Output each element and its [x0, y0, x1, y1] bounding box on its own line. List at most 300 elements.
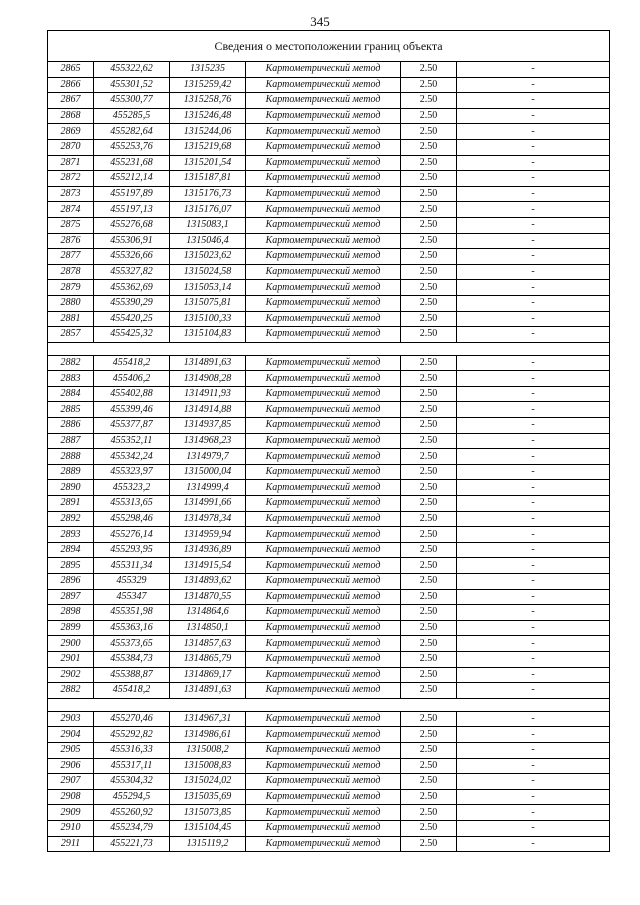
coord-y-cell: 1315075,81 [170, 295, 246, 311]
point-number-cell: 2867 [48, 93, 94, 109]
coord-x-cell: 455323,2 [94, 480, 170, 496]
method-cell: Картометрический метод [246, 496, 401, 512]
note-cell: - [457, 774, 610, 790]
accuracy-cell: 2.50 [401, 574, 457, 590]
coord-x-cell: 455384,73 [94, 651, 170, 667]
method-cell: Картометрический метод [246, 124, 401, 140]
page-number: 345 [310, 14, 330, 29]
method-cell: Картометрический метод [246, 93, 401, 109]
coord-x-cell: 455327,82 [94, 264, 170, 280]
boundary-table [47, 30, 610, 852]
coord-y-cell: 1314891,63 [170, 683, 246, 699]
method-cell: Картометрический метод [246, 558, 401, 574]
note-cell: - [457, 386, 610, 402]
method-cell: Картометрический метод [246, 464, 401, 480]
table-row [48, 620, 610, 636]
coord-x-cell: 455402,88 [94, 386, 170, 402]
method-cell: Картометрический метод [246, 805, 401, 821]
coord-y-cell: 1314893,62 [170, 574, 246, 590]
coord-y-cell: 1314908,28 [170, 371, 246, 387]
note-cell: - [457, 186, 610, 202]
coord-x-cell: 455294,5 [94, 789, 170, 805]
note-cell: - [457, 742, 610, 758]
coord-y-cell: 1314959,94 [170, 527, 246, 543]
accuracy-cell: 2.50 [401, 155, 457, 171]
method-cell: Картометрический метод [246, 727, 401, 743]
method-cell: Картометрический метод [246, 139, 401, 155]
table-row [48, 77, 610, 93]
table-row [48, 155, 610, 171]
accuracy-cell: 2.50 [401, 186, 457, 202]
table-row [48, 464, 610, 480]
accuracy-cell: 2.50 [401, 217, 457, 233]
method-cell: Картометрический метод [246, 202, 401, 218]
note-cell: - [457, 836, 610, 852]
point-number-cell: 2895 [48, 558, 94, 574]
table-row [48, 186, 610, 202]
coord-x-cell: 455282,64 [94, 124, 170, 140]
coord-y-cell: 1315235 [170, 62, 246, 78]
note-cell: - [457, 77, 610, 93]
accuracy-cell: 2.50 [401, 371, 457, 387]
table-row [48, 574, 610, 590]
coord-y-cell: 1315258,76 [170, 93, 246, 109]
coord-y-cell: 1315244,06 [170, 124, 246, 140]
accuracy-cell: 2.50 [401, 636, 457, 652]
note-cell: - [457, 683, 610, 699]
coord-y-cell: 1315259,42 [170, 77, 246, 93]
coord-y-cell: 1315100,33 [170, 311, 246, 327]
note-cell: - [457, 139, 610, 155]
point-number-cell: 2890 [48, 480, 94, 496]
table-row [48, 558, 610, 574]
accuracy-cell: 2.50 [401, 418, 457, 434]
note-cell: - [457, 511, 610, 527]
accuracy-cell: 2.50 [401, 511, 457, 527]
point-number-cell: 2885 [48, 402, 94, 418]
note-cell: - [457, 558, 610, 574]
coord-y-cell: 1315119,2 [170, 836, 246, 852]
table-row [48, 418, 610, 434]
table-row [48, 789, 610, 805]
accuracy-cell: 2.50 [401, 558, 457, 574]
coord-x-cell: 455317,11 [94, 758, 170, 774]
note-cell: - [457, 155, 610, 171]
point-number-cell: 2881 [48, 311, 94, 327]
coord-y-cell: 1314850,1 [170, 620, 246, 636]
point-number-cell: 2876 [48, 233, 94, 249]
table-row [48, 836, 610, 852]
point-number-cell: 2875 [48, 217, 94, 233]
note-cell: - [457, 355, 610, 371]
point-number-cell: 2882 [48, 355, 94, 371]
note-cell: - [457, 480, 610, 496]
point-number-cell: 2871 [48, 155, 94, 171]
method-cell: Картометрический метод [246, 774, 401, 790]
table-row [48, 758, 610, 774]
boundary-table-container [47, 30, 609, 852]
coord-y-cell: 1315008,2 [170, 742, 246, 758]
point-number-cell: 2911 [48, 836, 94, 852]
point-number-cell: 2857 [48, 327, 94, 343]
note-cell: - [457, 527, 610, 543]
accuracy-cell: 2.50 [401, 620, 457, 636]
note-cell: - [457, 233, 610, 249]
coord-x-cell: 455362,69 [94, 280, 170, 296]
accuracy-cell: 2.50 [401, 108, 457, 124]
point-number-cell: 2892 [48, 511, 94, 527]
point-number-cell: 2904 [48, 727, 94, 743]
coord-x-cell: 455342,24 [94, 449, 170, 465]
coord-y-cell: 1314891,63 [170, 355, 246, 371]
coord-x-cell: 455418,2 [94, 355, 170, 371]
note-cell: - [457, 327, 610, 343]
table-row [48, 820, 610, 836]
method-cell: Картометрический метод [246, 108, 401, 124]
coord-x-cell: 455293,95 [94, 542, 170, 558]
point-number-cell: 2886 [48, 418, 94, 434]
point-number-cell: 2891 [48, 496, 94, 512]
note-cell: - [457, 589, 610, 605]
method-cell: Картометрический метод [246, 667, 401, 683]
accuracy-cell: 2.50 [401, 527, 457, 543]
accuracy-cell: 2.50 [401, 295, 457, 311]
coord-y-cell: 1314915,54 [170, 558, 246, 574]
note-cell: - [457, 820, 610, 836]
coord-y-cell: 1315000,04 [170, 464, 246, 480]
point-number-cell: 2899 [48, 620, 94, 636]
note-cell: - [457, 108, 610, 124]
table-row [48, 742, 610, 758]
method-cell: Картометрический метод [246, 327, 401, 343]
coord-x-cell: 455301,52 [94, 77, 170, 93]
coord-x-cell: 455363,16 [94, 620, 170, 636]
table-row [48, 171, 610, 187]
method-cell: Картометрический метод [246, 711, 401, 727]
coord-x-cell: 455326,66 [94, 249, 170, 265]
coord-y-cell: 1315176,73 [170, 186, 246, 202]
note-cell: - [457, 651, 610, 667]
table-row [48, 264, 610, 280]
note-cell: - [457, 62, 610, 78]
coord-y-cell: 1314979,7 [170, 449, 246, 465]
accuracy-cell: 2.50 [401, 711, 457, 727]
coord-y-cell: 1315035,69 [170, 789, 246, 805]
coord-y-cell: 1314857,63 [170, 636, 246, 652]
accuracy-cell: 2.50 [401, 93, 457, 109]
coord-x-cell: 455276,68 [94, 217, 170, 233]
coord-x-cell: 455260,92 [94, 805, 170, 821]
coord-y-cell: 1314936,89 [170, 542, 246, 558]
note-cell: - [457, 311, 610, 327]
coord-y-cell: 1315008,83 [170, 758, 246, 774]
method-cell: Картометрический метод [246, 480, 401, 496]
coord-y-cell: 1315023,62 [170, 249, 246, 265]
table-row [48, 93, 610, 109]
coord-x-cell: 455292,82 [94, 727, 170, 743]
note-cell: - [457, 93, 610, 109]
coord-x-cell: 455231,68 [94, 155, 170, 171]
accuracy-cell: 2.50 [401, 836, 457, 852]
table-row [48, 480, 610, 496]
accuracy-cell: 2.50 [401, 264, 457, 280]
point-number-cell: 2910 [48, 820, 94, 836]
section-separator [48, 698, 610, 711]
accuracy-cell: 2.50 [401, 742, 457, 758]
note-cell: - [457, 727, 610, 743]
table-row [48, 589, 610, 605]
coord-y-cell: 1315187,81 [170, 171, 246, 187]
note-cell: - [457, 371, 610, 387]
table-row [48, 249, 610, 265]
coord-x-cell: 455197,13 [94, 202, 170, 218]
note-cell: - [457, 574, 610, 590]
accuracy-cell: 2.50 [401, 651, 457, 667]
method-cell: Картометрический метод [246, 820, 401, 836]
table-row [48, 542, 610, 558]
note-cell: - [457, 171, 610, 187]
note-cell: - [457, 295, 610, 311]
coord-x-cell: 455306,91 [94, 233, 170, 249]
accuracy-cell: 2.50 [401, 758, 457, 774]
method-cell: Картометрический метод [246, 186, 401, 202]
method-cell: Картометрический метод [246, 574, 401, 590]
point-number-cell: 2878 [48, 264, 94, 280]
point-number-cell: 2906 [48, 758, 94, 774]
method-cell: Картометрический метод [246, 155, 401, 171]
accuracy-cell: 2.50 [401, 667, 457, 683]
coord-x-cell: 455316,33 [94, 742, 170, 758]
coord-x-cell: 455406,2 [94, 371, 170, 387]
method-cell: Картометрический метод [246, 620, 401, 636]
table-row [48, 511, 610, 527]
note-cell: - [457, 542, 610, 558]
table-row [48, 636, 610, 652]
coord-x-cell: 455311,34 [94, 558, 170, 574]
accuracy-cell: 2.50 [401, 402, 457, 418]
accuracy-cell: 2.50 [401, 449, 457, 465]
coord-y-cell: 1314937,85 [170, 418, 246, 434]
coord-x-cell: 455377,87 [94, 418, 170, 434]
table-row [48, 217, 610, 233]
note-cell: - [457, 249, 610, 265]
coord-x-cell: 455270,46 [94, 711, 170, 727]
note-cell: - [457, 789, 610, 805]
point-number-cell: 2884 [48, 386, 94, 402]
coord-y-cell: 1314991,66 [170, 496, 246, 512]
coord-x-cell: 455285,5 [94, 108, 170, 124]
note-cell: - [457, 464, 610, 480]
table-row [48, 449, 610, 465]
accuracy-cell: 2.50 [401, 433, 457, 449]
coord-y-cell: 1315104,83 [170, 327, 246, 343]
method-cell: Картометрический метод [246, 433, 401, 449]
accuracy-cell: 2.50 [401, 249, 457, 265]
accuracy-cell: 2.50 [401, 683, 457, 699]
accuracy-cell: 2.50 [401, 327, 457, 343]
accuracy-cell: 2.50 [401, 233, 457, 249]
method-cell: Картометрический метод [246, 589, 401, 605]
method-cell: Картометрический метод [246, 636, 401, 652]
table-row [48, 295, 610, 311]
coord-x-cell: 455388,87 [94, 667, 170, 683]
method-cell: Картометрический метод [246, 171, 401, 187]
note-cell: - [457, 433, 610, 449]
accuracy-cell: 2.50 [401, 124, 457, 140]
point-number-cell: 2879 [48, 280, 94, 296]
note-cell: - [457, 636, 610, 652]
coord-x-cell: 455373,65 [94, 636, 170, 652]
table-row [48, 355, 610, 371]
point-number-cell: 2903 [48, 711, 94, 727]
coord-x-cell: 455322,62 [94, 62, 170, 78]
point-number-cell: 2872 [48, 171, 94, 187]
note-cell: - [457, 418, 610, 434]
table-row [48, 139, 610, 155]
point-number-cell: 2887 [48, 433, 94, 449]
method-cell: Картометрический метод [246, 355, 401, 371]
coord-x-cell: 455313,65 [94, 496, 170, 512]
coord-y-cell: 1315024,02 [170, 774, 246, 790]
coord-y-cell: 1315104,45 [170, 820, 246, 836]
coord-y-cell: 1315024,58 [170, 264, 246, 280]
coord-x-cell: 455425,32 [94, 327, 170, 343]
table-row [48, 683, 610, 699]
method-cell: Картометрический метод [246, 651, 401, 667]
coord-x-cell: 455234,79 [94, 820, 170, 836]
separator-cell [48, 698, 610, 711]
coord-y-cell: 1315073,85 [170, 805, 246, 821]
coord-x-cell: 455418,2 [94, 683, 170, 699]
table-row [48, 727, 610, 743]
method-cell: Картометрический метод [246, 77, 401, 93]
note-cell: - [457, 711, 610, 727]
accuracy-cell: 2.50 [401, 496, 457, 512]
coord-x-cell: 455276,14 [94, 527, 170, 543]
coord-x-cell: 455304,32 [94, 774, 170, 790]
accuracy-cell: 2.50 [401, 202, 457, 218]
point-number-cell: 2894 [48, 542, 94, 558]
point-number-cell: 2897 [48, 589, 94, 605]
table-row [48, 402, 610, 418]
point-number-cell: 2888 [48, 449, 94, 465]
accuracy-cell: 2.50 [401, 171, 457, 187]
accuracy-cell: 2.50 [401, 355, 457, 371]
table-header: Сведения о местоположении границ объекта [48, 31, 610, 62]
coord-y-cell: 1315046,4 [170, 233, 246, 249]
table-header-row [48, 31, 610, 62]
point-number-cell: 2880 [48, 295, 94, 311]
table-row [48, 311, 610, 327]
point-number-cell: 2865 [48, 62, 94, 78]
point-number-cell: 2898 [48, 605, 94, 621]
table-row [48, 433, 610, 449]
method-cell: Картометрический метод [246, 280, 401, 296]
point-number-cell: 2877 [48, 249, 94, 265]
coord-x-cell: 455298,46 [94, 511, 170, 527]
coord-y-cell: 1314864,6 [170, 605, 246, 621]
table-row [48, 711, 610, 727]
note-cell: - [457, 124, 610, 140]
accuracy-cell: 2.50 [401, 464, 457, 480]
table-row [48, 62, 610, 78]
point-number-cell: 2866 [48, 77, 94, 93]
coord-y-cell: 1314978,34 [170, 511, 246, 527]
note-cell: - [457, 402, 610, 418]
accuracy-cell: 2.50 [401, 62, 457, 78]
method-cell: Картометрический метод [246, 217, 401, 233]
coord-y-cell: 1314869,17 [170, 667, 246, 683]
point-number-cell: 2873 [48, 186, 94, 202]
method-cell: Картометрический метод [246, 542, 401, 558]
point-number-cell: 2874 [48, 202, 94, 218]
point-number-cell: 2907 [48, 774, 94, 790]
note-cell: - [457, 449, 610, 465]
point-number-cell: 2883 [48, 371, 94, 387]
table-row [48, 371, 610, 387]
method-cell: Картометрический метод [246, 789, 401, 805]
point-number-cell: 2868 [48, 108, 94, 124]
coord-y-cell: 1314870,55 [170, 589, 246, 605]
coord-y-cell: 1315083,1 [170, 217, 246, 233]
coord-x-cell: 455212,14 [94, 171, 170, 187]
coord-y-cell: 1314911,93 [170, 386, 246, 402]
coord-y-cell: 1314865,79 [170, 651, 246, 667]
table-row [48, 774, 610, 790]
coord-x-cell: 455420,25 [94, 311, 170, 327]
coord-x-cell: 455221,73 [94, 836, 170, 852]
method-cell: Картометрический метод [246, 605, 401, 621]
table-row [48, 108, 610, 124]
coord-x-cell: 455329 [94, 574, 170, 590]
method-cell: Картометрический метод [246, 527, 401, 543]
method-cell: Картометрический метод [246, 683, 401, 699]
method-cell: Картометрический метод [246, 742, 401, 758]
table-row [48, 386, 610, 402]
accuracy-cell: 2.50 [401, 386, 457, 402]
table-row [48, 327, 610, 343]
coord-y-cell: 1314914,88 [170, 402, 246, 418]
method-cell: Картометрический метод [246, 836, 401, 852]
method-cell: Картометрический метод [246, 311, 401, 327]
accuracy-cell: 2.50 [401, 311, 457, 327]
point-number-cell: 2905 [48, 742, 94, 758]
accuracy-cell: 2.50 [401, 77, 457, 93]
point-number-cell: 2869 [48, 124, 94, 140]
method-cell: Картометрический метод [246, 371, 401, 387]
coord-y-cell: 1314986,61 [170, 727, 246, 743]
coord-y-cell: 1315201,54 [170, 155, 246, 171]
method-cell: Картометрический метод [246, 249, 401, 265]
coord-x-cell: 455197,89 [94, 186, 170, 202]
point-number-cell: 2902 [48, 667, 94, 683]
method-cell: Картометрический метод [246, 758, 401, 774]
note-cell: - [457, 202, 610, 218]
note-cell: - [457, 264, 610, 280]
coord-y-cell: 1315053,14 [170, 280, 246, 296]
table-row [48, 202, 610, 218]
coord-x-cell: 455399,46 [94, 402, 170, 418]
note-cell: - [457, 667, 610, 683]
point-number-cell: 2901 [48, 651, 94, 667]
method-cell: Картометрический метод [246, 386, 401, 402]
coord-y-cell: 1314967,31 [170, 711, 246, 727]
section-separator [48, 342, 610, 355]
point-number-cell: 2882 [48, 683, 94, 699]
method-cell: Картометрический метод [246, 264, 401, 280]
coord-x-cell: 455323,97 [94, 464, 170, 480]
table-row [48, 527, 610, 543]
